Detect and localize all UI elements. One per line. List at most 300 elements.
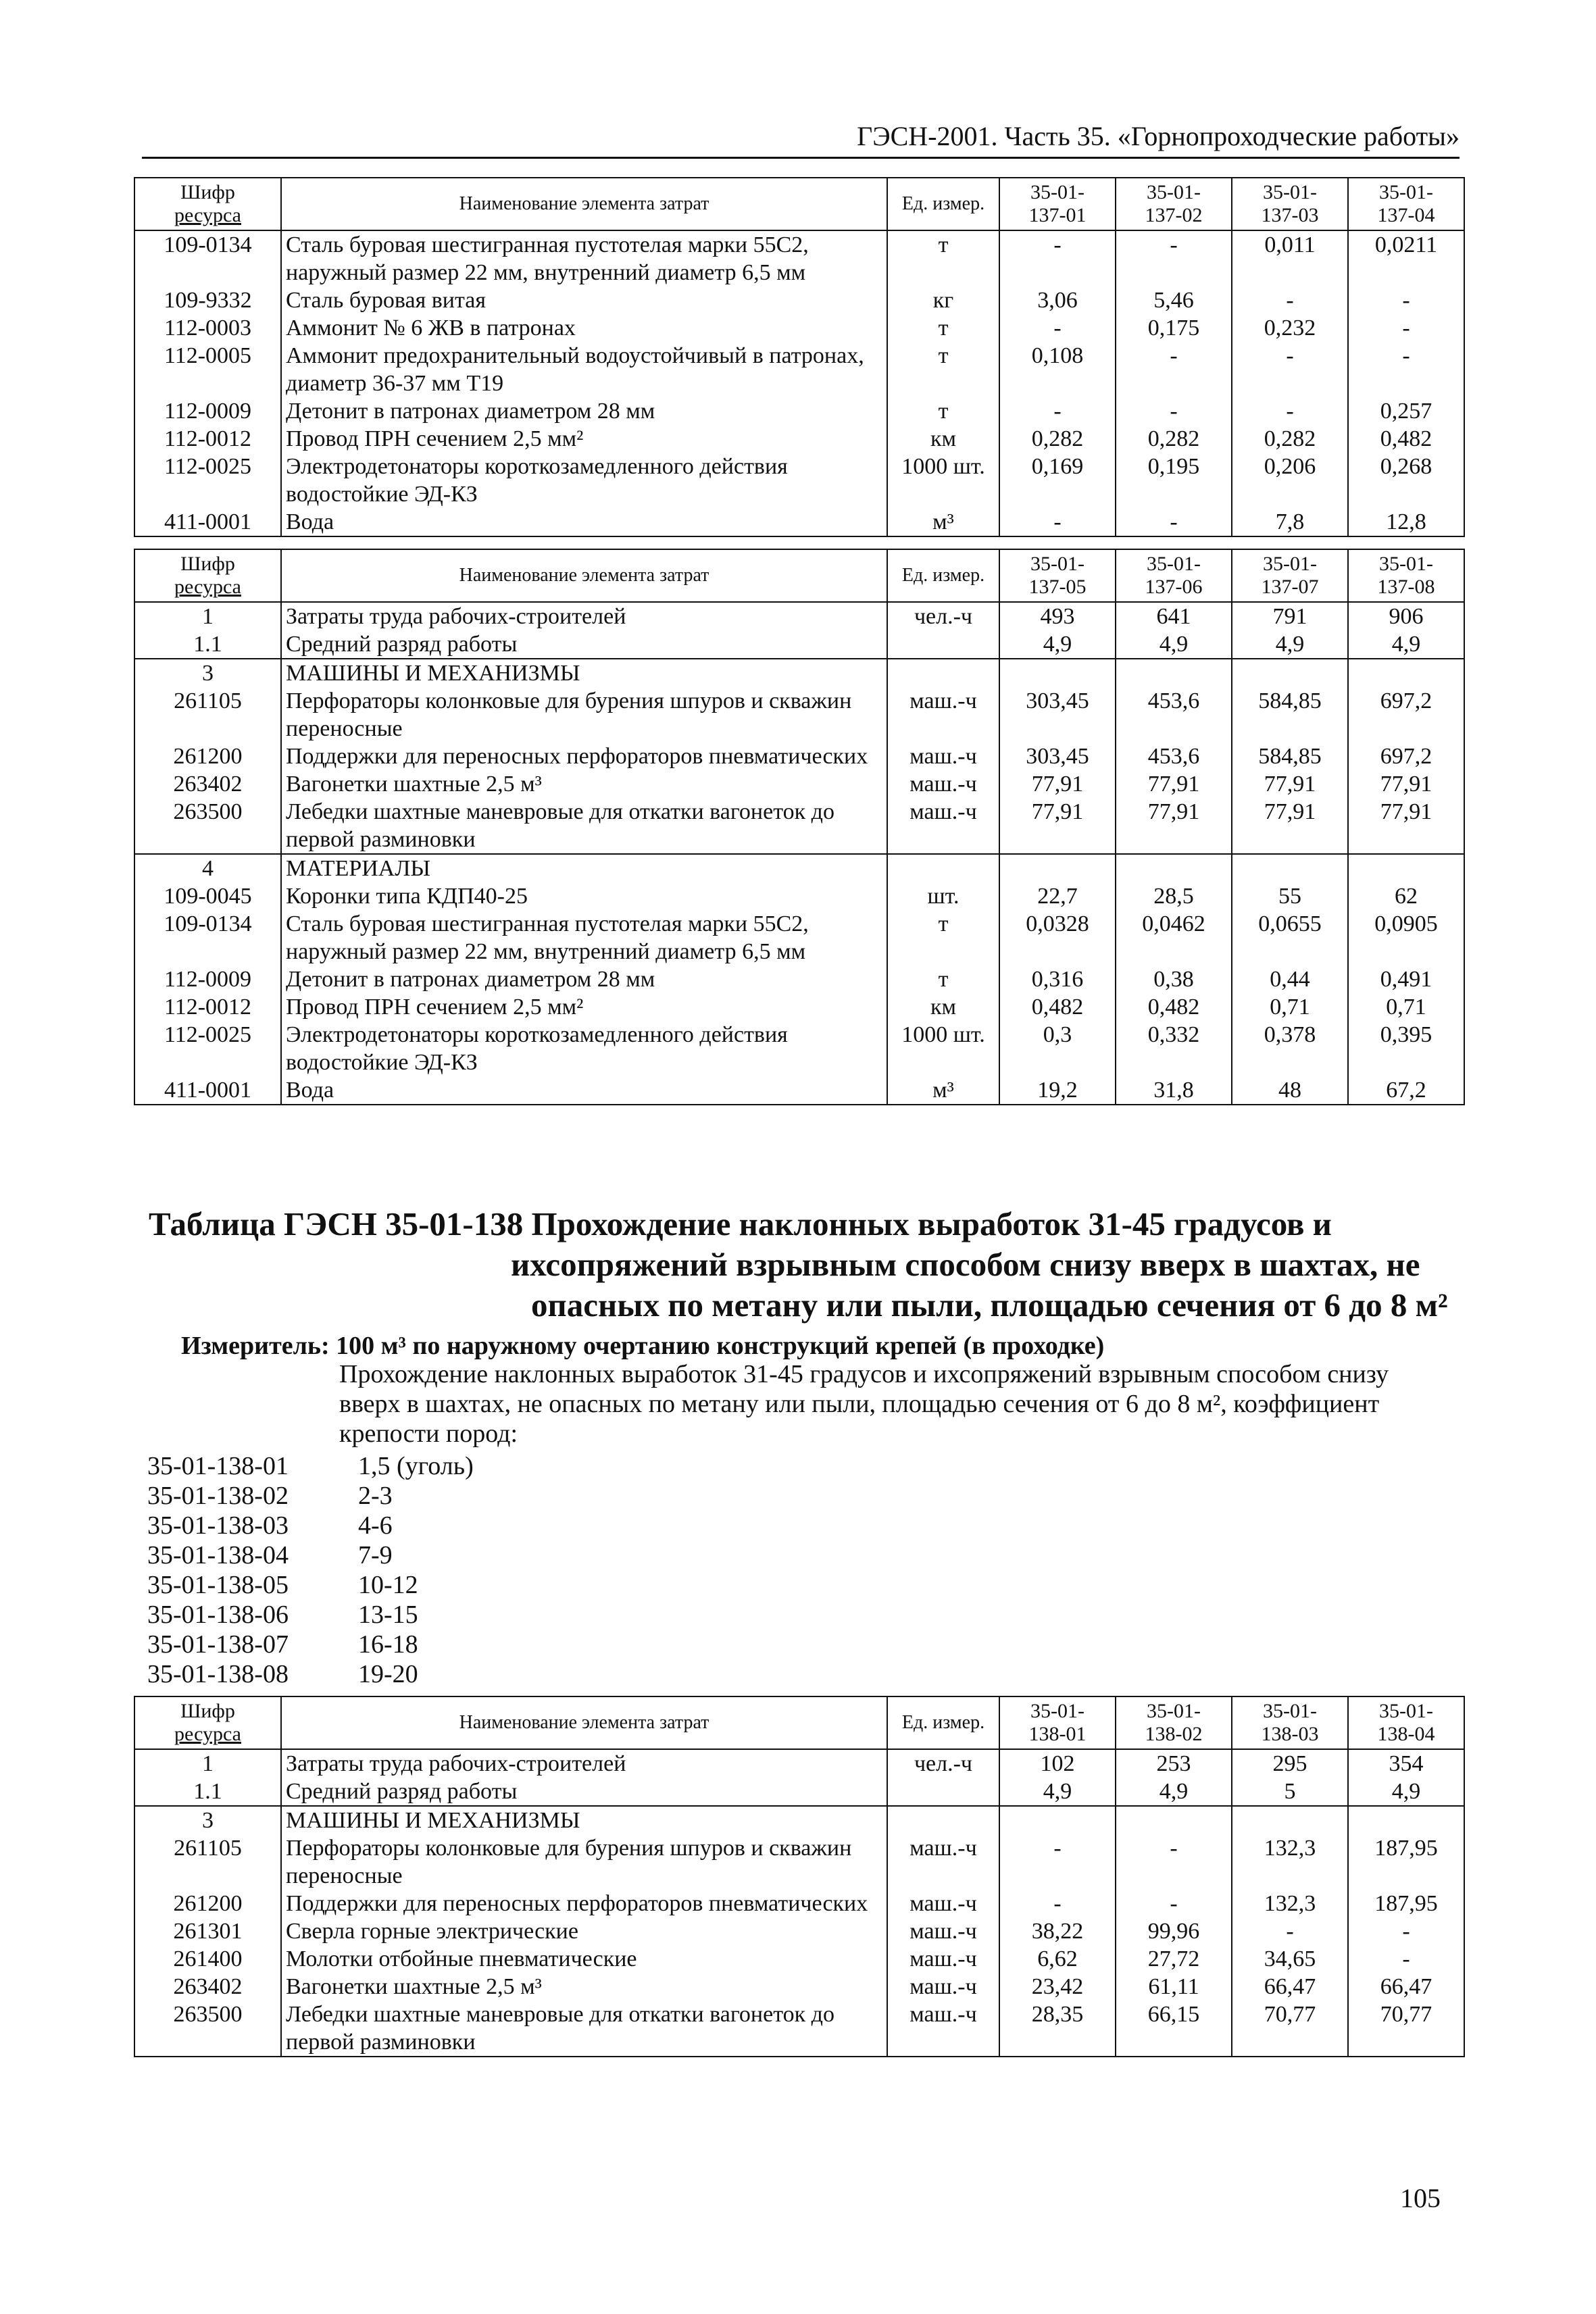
norm-value: 132,3	[1232, 1890, 1348, 1917]
norm-value: 4,9	[1232, 630, 1348, 659]
table-row	[134, 453, 1464, 508]
table-row	[134, 342, 1464, 397]
code-list-code: 35-01-138-04	[147, 1541, 289, 1569]
column-header-shifr-top: Шифр	[180, 1700, 235, 1722]
resource-code: 109-0045	[134, 882, 281, 910]
unit: маш.-ч	[887, 743, 999, 770]
resource-name: Сталь буровая витая	[281, 286, 887, 314]
resource-name: Затраты труда рабочих-строителей	[281, 602, 887, 630]
norm-value: -	[999, 314, 1116, 342]
norm-value: -	[999, 508, 1116, 536]
resource-code: 263500	[134, 798, 281, 854]
norm-value: -	[1348, 286, 1464, 314]
unit: маш.-ч	[887, 1973, 999, 2001]
code-list-code: 35-01-138-06	[147, 1601, 289, 1629]
norm-code-line-1: 35-01-	[1147, 553, 1201, 575]
norm-value: 77,91	[1348, 798, 1464, 854]
unit: 1000 шт.	[887, 1021, 999, 1076]
norm-value: 453,6	[1116, 687, 1232, 743]
table-row	[134, 2001, 1464, 2057]
norm-value: 641	[1116, 602, 1232, 630]
norm-value: 0,282	[999, 425, 1116, 453]
norm-value: 70,77	[1348, 2001, 1464, 2057]
unit	[887, 854, 999, 882]
unit: маш.-ч	[887, 1917, 999, 1945]
norm-value: -	[1232, 397, 1348, 425]
norm-value: 19,2	[999, 1076, 1116, 1105]
norm-code-line-1: 35-01-	[1263, 1700, 1317, 1722]
norm-value: 303,45	[999, 687, 1116, 743]
resource-code: 263500	[134, 2001, 281, 2057]
resource-code: 261200	[134, 743, 281, 770]
norm-value: 0,011	[1232, 230, 1348, 286]
norm-value: 38,22	[999, 1917, 1116, 1945]
norm-value: 0,257	[1348, 397, 1464, 425]
resource-code: 261105	[134, 687, 281, 743]
unit: т	[887, 910, 999, 965]
unit: маш.-ч	[887, 687, 999, 743]
norm-value: 187,95	[1348, 1834, 1464, 1890]
column-header-shifr	[134, 549, 281, 602]
column-header-shifr-top: Шифр	[180, 553, 235, 575]
norm-code-line-2: 137-02	[1145, 204, 1203, 226]
norm-value: 77,91	[1116, 770, 1232, 798]
code-list-value: 2-3	[358, 1482, 393, 1510]
norm-value: 66,15	[1116, 2001, 1232, 2057]
table-title-line-3: опасных по метану или пыли, площадью сечения от 6 до 8 м²	[531, 1286, 1448, 1324]
norm-value: 697,2	[1348, 743, 1464, 770]
table-row	[134, 910, 1464, 965]
norm-value	[1116, 659, 1232, 687]
norm-value: -	[999, 397, 1116, 425]
resource-table-138-01-04	[134, 1696, 1465, 2057]
norm-value: 77,91	[1232, 770, 1348, 798]
unit: т	[887, 342, 999, 397]
table-row	[134, 659, 1464, 687]
resource-code: 109-0134	[134, 230, 281, 286]
resource-name: МАШИНЫ И МЕХАНИЗМЫ	[281, 659, 887, 687]
resource-code: 411-0001	[134, 1076, 281, 1105]
unit	[887, 1806, 999, 1834]
code-list-value: 13-15	[358, 1601, 418, 1629]
column-header-name: Наименование элемента затрат	[281, 1696, 887, 1749]
resource-name: Провод ПРН сечением 2,5 мм²	[281, 425, 887, 453]
norm-value: 0,482	[1116, 993, 1232, 1021]
norm-value: 34,65	[1232, 1945, 1348, 1973]
unit: маш.-ч	[887, 1834, 999, 1890]
norm-code-line-2: 137-07	[1261, 576, 1319, 598]
table-header-row	[134, 178, 1464, 230]
column-header-norm-code	[1116, 1696, 1232, 1749]
norm-code-line-1: 35-01-	[1379, 1700, 1433, 1722]
norm-value: 5	[1232, 1778, 1348, 1806]
table-row	[134, 230, 1464, 286]
resource-code: 112-0005	[134, 342, 281, 397]
norm-value: 132,3	[1232, 1834, 1348, 1890]
norm-value: 791	[1232, 602, 1348, 630]
code-list-code: 35-01-138-02	[147, 1482, 289, 1510]
norm-code-line-1: 35-01-	[1147, 181, 1201, 203]
norm-value: 0,0328	[999, 910, 1116, 965]
norm-value: -	[999, 1834, 1116, 1890]
unit: т	[887, 230, 999, 286]
norm-value	[1116, 854, 1232, 882]
norm-value	[1348, 1806, 1464, 1834]
resource-name: Детонит в патронах диаметром 28 мм	[281, 397, 887, 425]
norm-code-line-2: 138-02	[1145, 1723, 1203, 1745]
table-row	[134, 425, 1464, 453]
table-row	[134, 1749, 1464, 1778]
norm-code-line-2: 137-08	[1377, 576, 1435, 598]
table-row	[134, 397, 1464, 425]
norm-value: 27,72	[1116, 1945, 1232, 1973]
norm-value: 295	[1232, 1749, 1348, 1778]
norm-value: -	[1116, 1834, 1232, 1890]
norm-value: 584,85	[1232, 687, 1348, 743]
norm-value: 187,95	[1348, 1890, 1464, 1917]
resource-name: Вода	[281, 1076, 887, 1105]
norm-value: -	[1116, 508, 1232, 536]
code-list-code: 35-01-138-01	[147, 1452, 289, 1480]
resource-name: Вагонетки шахтные 2,5 м³	[281, 1973, 887, 2001]
norm-value: -	[1116, 342, 1232, 397]
norm-value: -	[1348, 342, 1464, 397]
norm-value: 62	[1348, 882, 1464, 910]
norm-code-line-1: 35-01-	[1379, 181, 1433, 203]
norm-value: 28,5	[1116, 882, 1232, 910]
resource-code: 112-0009	[134, 397, 281, 425]
norm-value: 4,9	[999, 630, 1116, 659]
table-row	[134, 286, 1464, 314]
norm-value: 0,282	[1232, 425, 1348, 453]
resource-code: 1.1	[134, 630, 281, 659]
table-row	[134, 1778, 1464, 1806]
column-header-shifr-top: Шифр	[180, 181, 235, 203]
resource-code: 112-0025	[134, 453, 281, 508]
norm-value	[1348, 659, 1464, 687]
column-header-name: Наименование элемента затрат	[281, 178, 887, 230]
column-header-norm-code	[1348, 1696, 1464, 1749]
rock-hardness-code-list	[147, 1451, 474, 1689]
table-row	[134, 314, 1464, 342]
norm-value: 77,91	[999, 770, 1116, 798]
column-header-shifr	[134, 178, 281, 230]
norm-value: 0,169	[999, 453, 1116, 508]
norm-value: 4,9	[1348, 1778, 1464, 1806]
code-list-value: 16-18	[358, 1630, 418, 1659]
code-list-code: 35-01-138-03	[147, 1511, 289, 1540]
resource-name: Вода	[281, 508, 887, 536]
norm-value	[1232, 1806, 1348, 1834]
norm-value: 4,9	[1348, 630, 1464, 659]
resource-table-137-01-04	[134, 177, 1465, 537]
norm-value: 303,45	[999, 743, 1116, 770]
resource-name: МАТЕРИАЛЫ	[281, 854, 887, 882]
unit: маш.-ч	[887, 770, 999, 798]
norm-value	[1232, 854, 1348, 882]
resource-name: Электродетонаторы короткозамедленного действия водостойкие ЭД-КЗ	[281, 1021, 887, 1076]
resource-code: 261200	[134, 1890, 281, 1917]
norm-value: 4,9	[1116, 1778, 1232, 1806]
norm-value: 0,0211	[1348, 230, 1464, 286]
norm-value: 4,9	[1116, 630, 1232, 659]
resource-name: Поддержки для переносных перфораторов пневматических	[281, 1890, 887, 1917]
norm-value: 77,91	[1116, 798, 1232, 854]
unit: т	[887, 965, 999, 993]
norm-value: -	[1232, 1917, 1348, 1945]
unit	[887, 659, 999, 687]
resource-code: 112-0025	[134, 1021, 281, 1076]
norm-value: 22,7	[999, 882, 1116, 910]
unit	[887, 630, 999, 659]
norm-value: -	[1348, 1917, 1464, 1945]
table-row	[134, 1021, 1464, 1076]
table-row	[134, 1834, 1464, 1890]
norm-value: 70,77	[1232, 2001, 1348, 2057]
resource-code: 1	[134, 1749, 281, 1778]
code-list-item	[147, 1511, 474, 1540]
resource-name: Аммонит предохранительный водоустойчивый в патронах, диаметр 36-37 мм Т19	[281, 342, 887, 397]
resource-code: 112-0009	[134, 965, 281, 993]
norm-value: 67,2	[1348, 1076, 1464, 1105]
resource-name: Средний разряд работы	[281, 1778, 887, 1806]
norm-value: 66,47	[1232, 1973, 1348, 2001]
table-row	[134, 508, 1464, 536]
column-header-norm-code	[1232, 1696, 1348, 1749]
resource-name: Вагонетки шахтные 2,5 м³	[281, 770, 887, 798]
running-header	[142, 115, 1460, 159]
code-list-value: 1,5 (уголь)	[358, 1452, 474, 1480]
code-list-item	[147, 1630, 474, 1659]
code-list-item	[147, 1451, 474, 1481]
norm-value: 5,46	[1116, 286, 1232, 314]
table-row	[134, 1945, 1464, 1973]
norm-value: 99,96	[1116, 1917, 1232, 1945]
resource-name: Сверла горные электрические	[281, 1917, 887, 1945]
code-list-code: 35-01-138-07	[147, 1630, 289, 1659]
resource-table-137-05-08	[134, 549, 1465, 1105]
table-row	[134, 687, 1464, 743]
norm-code-line-2: 137-05	[1028, 576, 1087, 598]
norm-value: 3,06	[999, 286, 1116, 314]
column-header-shifr-bottom: ресурса	[174, 204, 241, 226]
norm-value: 906	[1348, 602, 1464, 630]
norm-value: 0,0462	[1116, 910, 1232, 965]
norm-value: 0,206	[1232, 453, 1348, 508]
code-list-item	[147, 1659, 474, 1689]
table-row	[134, 602, 1464, 630]
unit: маш.-ч	[887, 798, 999, 854]
resource-code: 112-0012	[134, 993, 281, 1021]
norm-value: 584,85	[1232, 743, 1348, 770]
norm-value: 77,91	[1232, 798, 1348, 854]
norm-value: 0,0655	[1232, 910, 1348, 965]
resource-name: Лебедки шахтные маневровые для откатки вагонеток до первой разминовки	[281, 2001, 887, 2057]
norm-value: -	[1116, 230, 1232, 286]
norm-value: 0,38	[1116, 965, 1232, 993]
norm-code-line-1: 35-01-	[1030, 181, 1084, 203]
page-number: 105	[1400, 2183, 1441, 2213]
code-list-value: 7-9	[358, 1541, 393, 1569]
norm-code-line-1: 35-01-	[1030, 1700, 1084, 1722]
column-header-norm-code	[999, 1696, 1116, 1749]
norm-value: 0,482	[1348, 425, 1464, 453]
norm-code-line-2: 137-01	[1028, 204, 1087, 226]
column-header-unit: Ед. измер.	[887, 549, 999, 602]
norm-value: 66,47	[1348, 1973, 1464, 2001]
norm-code-line-2: 138-01	[1028, 1723, 1087, 1745]
resource-name: Средний разряд работы	[281, 630, 887, 659]
table-row	[134, 882, 1464, 910]
norm-value	[1232, 659, 1348, 687]
resource-name: Электродетонаторы короткозамедленного действия водостойкие ЭД-КЗ	[281, 453, 887, 508]
norm-value: -	[999, 230, 1116, 286]
resource-code: 3	[134, 659, 281, 687]
resource-name: Детонит в патронах диаметром 28 мм	[281, 965, 887, 993]
norm-code-line-1: 35-01-	[1263, 181, 1317, 203]
resource-code: 109-9332	[134, 286, 281, 314]
code-list-item	[147, 1570, 474, 1600]
unit: м³	[887, 508, 999, 536]
unit: маш.-ч	[887, 1945, 999, 1973]
norm-value: -	[999, 1890, 1116, 1917]
column-header-norm-code	[1348, 178, 1464, 230]
resource-code: 261105	[134, 1834, 281, 1890]
resource-code: 109-0134	[134, 910, 281, 965]
norm-value: -	[1232, 286, 1348, 314]
norm-value: 28,35	[999, 2001, 1116, 2057]
resource-name: Аммонит № 6 ЖВ в патронах	[281, 314, 887, 342]
table-title-line-1: Таблица ГЭСН 35-01-138 Прохождение наклонных выработок 31-45 градусов и	[149, 1205, 1332, 1242]
table-row	[134, 993, 1464, 1021]
running-title: ГЭСН-2001. Часть 35. «Горнопроходческие работы»	[857, 121, 1460, 151]
norm-value: 0,332	[1116, 1021, 1232, 1076]
unit: маш.-ч	[887, 1890, 999, 1917]
norm-value: 31,8	[1116, 1076, 1232, 1105]
table-row	[134, 770, 1464, 798]
norm-code-line-1: 35-01-	[1030, 553, 1084, 575]
resource-code: 261301	[134, 1917, 281, 1945]
unit: км	[887, 425, 999, 453]
norm-value: -	[1116, 397, 1232, 425]
code-list-item	[147, 1540, 474, 1570]
unit: т	[887, 314, 999, 342]
resource-name: Затраты труда рабочих-строителей	[281, 1749, 887, 1778]
norm-value: 0,282	[1116, 425, 1232, 453]
norm-value: 0,44	[1232, 965, 1348, 993]
table-row	[134, 1076, 1464, 1105]
column-header-unit: Ед. измер.	[887, 178, 999, 230]
norm-code-line-2: 138-03	[1261, 1723, 1319, 1745]
norm-value: 0,316	[999, 965, 1116, 993]
norm-value	[1116, 1806, 1232, 1834]
column-header-shifr-bottom: ресурса	[174, 1723, 241, 1745]
norm-value	[999, 1806, 1116, 1834]
unit: чел.-ч	[887, 602, 999, 630]
resource-code: 1.1	[134, 1778, 281, 1806]
norm-value: 0,108	[999, 342, 1116, 397]
norm-value: 4,9	[999, 1778, 1116, 1806]
resource-code: 1	[134, 602, 281, 630]
column-header-shifr-bottom: ресурса	[174, 576, 241, 598]
resource-name: Перфораторы колонковые для бурения шпуров и скважин переносные	[281, 687, 887, 743]
norm-value: 0,482	[999, 993, 1116, 1021]
norm-code-line-1: 35-01-	[1379, 553, 1433, 575]
norm-value: 0,491	[1348, 965, 1464, 993]
norm-value: 0,378	[1232, 1021, 1348, 1076]
code-list-value: 19-20	[358, 1660, 418, 1688]
resource-name: МАШИНЫ И МЕХАНИЗМЫ	[281, 1806, 887, 1834]
column-header-norm-code	[1116, 549, 1232, 602]
norm-value: 354	[1348, 1749, 1464, 1778]
table-header-row	[134, 549, 1464, 602]
norm-value: 0,71	[1232, 993, 1348, 1021]
table-row	[134, 743, 1464, 770]
norm-value: 0,232	[1232, 314, 1348, 342]
table-row	[134, 1890, 1464, 1917]
norm-value: 102	[999, 1749, 1116, 1778]
norm-value: -	[1116, 1890, 1232, 1917]
unit: кг	[887, 286, 999, 314]
norm-code-line-2: 137-03	[1261, 204, 1319, 226]
column-header-unit: Ед. измер.	[887, 1696, 999, 1749]
resource-code: 112-0012	[134, 425, 281, 453]
norm-value: 0,175	[1116, 314, 1232, 342]
code-list-code: 35-01-138-05	[147, 1571, 289, 1599]
table-row	[134, 1917, 1464, 1945]
resource-code: 263402	[134, 770, 281, 798]
norm-value: 0,268	[1348, 453, 1464, 508]
norm-value: 48	[1232, 1076, 1348, 1105]
measure-line: Измеритель: 100 м³ по наружному очертанию конструкций крепей (в проходке)	[181, 1332, 1105, 1360]
code-list-item	[147, 1600, 474, 1630]
norm-code-line-1: 35-01-	[1147, 1700, 1201, 1722]
resource-name: Перфораторы колонковые для бурения шпуров и скважин переносные	[281, 1834, 887, 1890]
column-header-norm-code	[999, 178, 1116, 230]
norm-value	[999, 659, 1116, 687]
resource-name: Провод ПРН сечением 2,5 мм²	[281, 993, 887, 1021]
norm-value: 253	[1116, 1749, 1232, 1778]
unit: чел.-ч	[887, 1749, 999, 1778]
column-header-norm-code	[1116, 178, 1232, 230]
column-header-norm-code	[1232, 549, 1348, 602]
code-list-value: 10-12	[358, 1571, 418, 1599]
resource-code: 411-0001	[134, 508, 281, 536]
table-row	[134, 1973, 1464, 2001]
norm-value: 7,8	[1232, 508, 1348, 536]
code-list-value: 4-6	[358, 1511, 393, 1540]
resource-name: Коронки типа КДП40-25	[281, 882, 887, 910]
unit: м³	[887, 1076, 999, 1105]
norm-value: 77,91	[1348, 770, 1464, 798]
resource-code: 261400	[134, 1945, 281, 1973]
norm-value: 61,11	[1116, 1973, 1232, 2001]
table-header-row	[134, 1696, 1464, 1749]
unit	[887, 1778, 999, 1806]
table-row	[134, 630, 1464, 659]
code-list-item	[147, 1481, 474, 1511]
norm-value: -	[1348, 314, 1464, 342]
column-header-norm-code	[1348, 549, 1464, 602]
norm-code-line-2: 138-04	[1377, 1723, 1435, 1745]
table-title-line-2: ихсопряжений взрывным способом снизу вверх в шахтах, не	[511, 1246, 1420, 1283]
norm-value: -	[1348, 1945, 1464, 1973]
norm-value: 0,195	[1116, 453, 1232, 508]
column-header-name: Наименование элемента затрат	[281, 549, 887, 602]
norm-value: 6,62	[999, 1945, 1116, 1973]
column-header-norm-code	[1232, 178, 1348, 230]
norm-value	[1348, 854, 1464, 882]
